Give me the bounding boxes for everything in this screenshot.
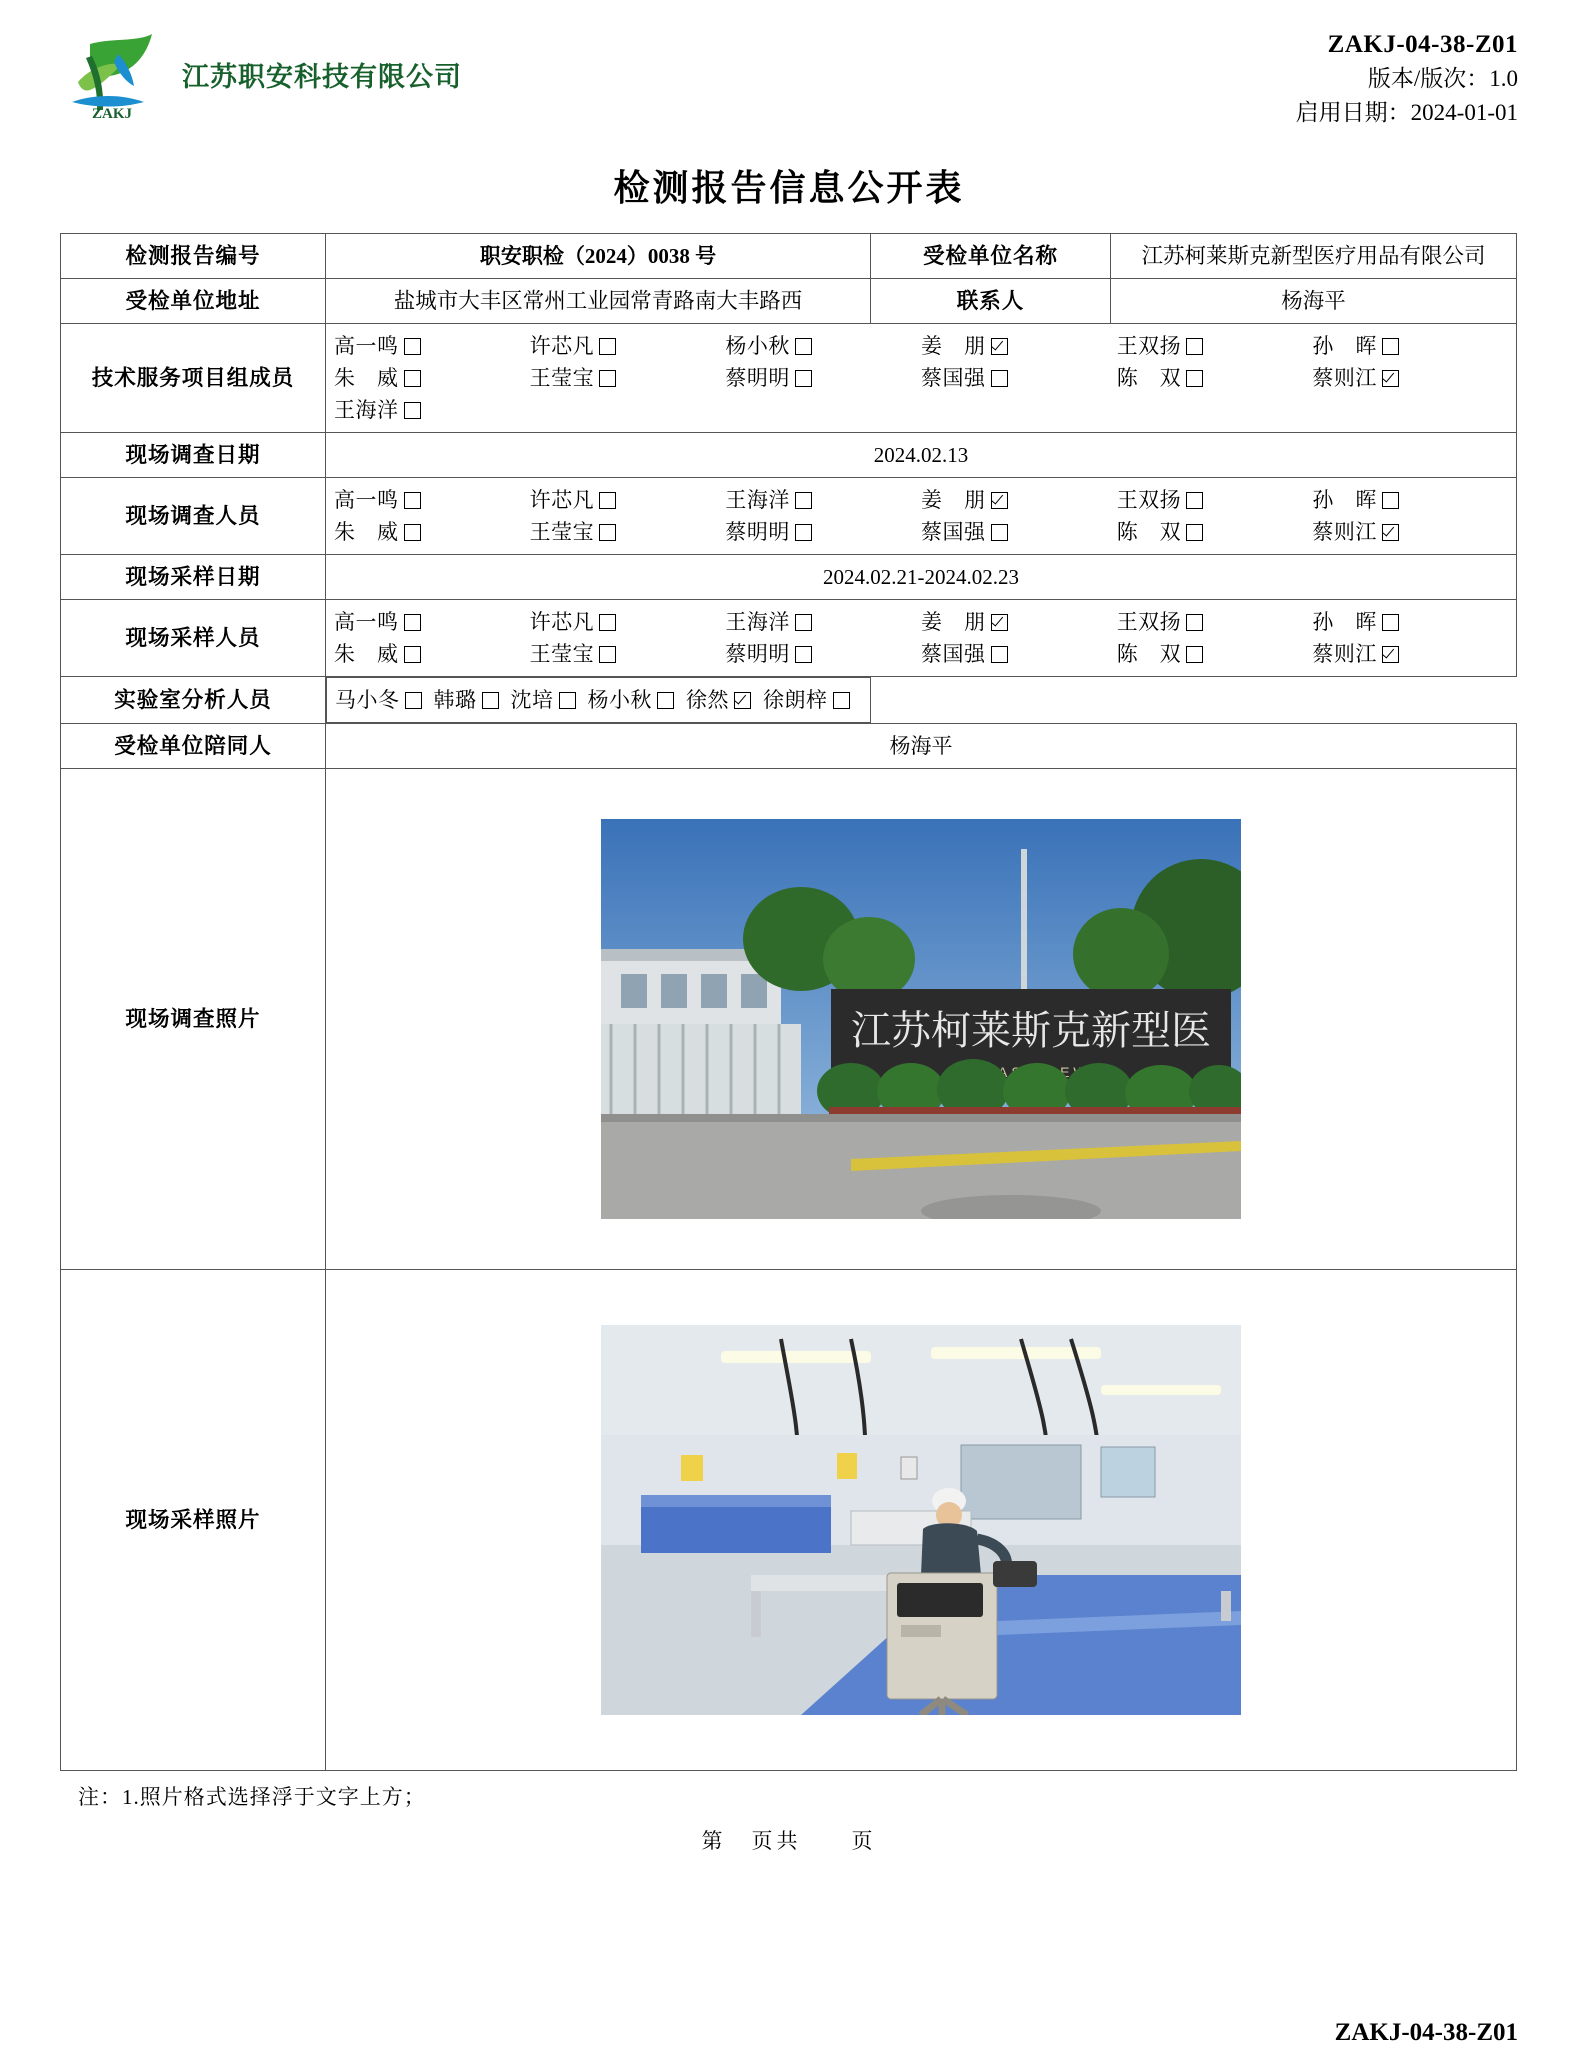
person-name: 陈 双 bbox=[1116, 520, 1182, 544]
person-checkbox-item[interactable] bbox=[1312, 516, 1508, 548]
survey-date-label: 现场调查日期 bbox=[61, 433, 326, 478]
person-checkbox-item[interactable] bbox=[530, 516, 726, 548]
person-row bbox=[334, 516, 1508, 548]
checkbox-icon[interactable] bbox=[1186, 338, 1203, 355]
table-row bbox=[61, 724, 1517, 769]
checkbox-checked-icon[interactable] bbox=[1382, 370, 1399, 387]
person-name: 姜 朋 bbox=[921, 610, 986, 634]
checkbox-icon[interactable] bbox=[1186, 370, 1203, 387]
spacer bbox=[1117, 394, 1313, 426]
escort-value: 杨海平 bbox=[326, 724, 1517, 769]
person-checkbox-item[interactable] bbox=[1117, 484, 1313, 516]
checkbox-icon[interactable] bbox=[404, 402, 421, 419]
person-name: 许芯凡 bbox=[529, 334, 595, 358]
svg-text:GLASS NEW: GLASS NEW bbox=[971, 1064, 1091, 1080]
survey-site-photo bbox=[601, 819, 1241, 1219]
person-checkbox-item[interactable] bbox=[921, 362, 1117, 394]
person-checkbox-item[interactable] bbox=[1312, 484, 1508, 516]
sample-photo-cell bbox=[326, 1270, 1517, 1771]
person-checkbox-item[interactable] bbox=[1117, 606, 1313, 638]
person-checkbox-item[interactable] bbox=[530, 606, 726, 638]
checkbox-icon[interactable] bbox=[482, 692, 499, 709]
sample-people-checklist[interactable] bbox=[326, 600, 1517, 677]
person-name: 高一鸣 bbox=[334, 610, 399, 634]
checkbox-icon[interactable] bbox=[833, 692, 850, 709]
person-name: 徐然 bbox=[686, 688, 729, 712]
checkbox-icon[interactable] bbox=[795, 370, 812, 387]
checkbox-icon[interactable] bbox=[991, 370, 1008, 387]
person-checkbox-item[interactable] bbox=[725, 606, 921, 638]
report-no-value: 职安职检（2024）0038 号 bbox=[326, 234, 871, 279]
person-checkbox-item[interactable] bbox=[530, 362, 726, 394]
person-name: 蔡则江 bbox=[1312, 642, 1377, 666]
table-row bbox=[61, 478, 1517, 555]
checkbox-icon[interactable] bbox=[404, 524, 421, 541]
checkbox-icon[interactable] bbox=[795, 614, 812, 631]
person-name: 许芯凡 bbox=[529, 488, 595, 512]
checkbox-icon[interactable] bbox=[1382, 492, 1399, 509]
sample-people-label: 现场采样人员 bbox=[61, 600, 326, 677]
checkbox-icon[interactable] bbox=[404, 370, 421, 387]
person-checkbox-item[interactable] bbox=[921, 638, 1117, 670]
contact-value: 杨海平 bbox=[1111, 279, 1517, 324]
person-checkbox-item[interactable] bbox=[530, 330, 726, 362]
company-logo-icon bbox=[60, 28, 164, 120]
client-name-value: 江苏柯莱斯克新型医疗用品有限公司 bbox=[1111, 234, 1517, 279]
person-checkbox-item[interactable] bbox=[334, 394, 530, 426]
checkbox-icon[interactable] bbox=[1186, 492, 1203, 509]
checkbox-icon[interactable] bbox=[599, 646, 616, 663]
person-checkbox-item[interactable] bbox=[686, 684, 751, 716]
survey-photo-label: 现场调查照片 bbox=[61, 769, 326, 1270]
person-checkbox-item[interactable] bbox=[1117, 362, 1313, 394]
person-name: 朱 威 bbox=[334, 520, 399, 544]
person-checkbox-item[interactable] bbox=[921, 330, 1117, 362]
person-checkbox-item[interactable] bbox=[334, 606, 530, 638]
client-name-label: 受检单位名称 bbox=[871, 234, 1111, 279]
document-code: ZAKJ-04-38-Z01 bbox=[1327, 31, 1518, 58]
checkbox-checked-icon[interactable] bbox=[1382, 524, 1399, 541]
checkbox-icon[interactable] bbox=[991, 646, 1008, 663]
person-checkbox-item[interactable] bbox=[335, 684, 422, 716]
person-checkbox-item[interactable] bbox=[434, 684, 499, 716]
person-name: 王双扬 bbox=[1116, 610, 1182, 634]
table-row bbox=[61, 769, 1517, 1270]
checkbox-icon[interactable] bbox=[559, 692, 576, 709]
person-checkbox-item[interactable] bbox=[334, 330, 530, 362]
checkbox-icon[interactable] bbox=[404, 492, 421, 509]
table-row bbox=[61, 677, 1517, 724]
person-name: 朱 威 bbox=[334, 366, 399, 390]
checkbox-icon[interactable] bbox=[795, 524, 812, 541]
person-name: 蔡国强 bbox=[921, 520, 986, 544]
person-name: 陈 双 bbox=[1116, 366, 1182, 390]
person-name: 孙 晖 bbox=[1312, 488, 1377, 512]
checkbox-icon[interactable] bbox=[1186, 646, 1203, 663]
person-name: 姜 朋 bbox=[921, 488, 986, 512]
checkbox-icon[interactable] bbox=[404, 646, 421, 663]
checkbox-checked-icon[interactable] bbox=[991, 614, 1008, 631]
spacer bbox=[1312, 394, 1508, 426]
footer-note: 注：1.照片格式选择浮于文字上方； bbox=[78, 1785, 426, 1809]
person-checkbox-item[interactable] bbox=[1117, 638, 1313, 670]
person-name: 高一鸣 bbox=[334, 334, 399, 358]
checkbox-icon[interactable] bbox=[599, 338, 616, 355]
checkbox-icon[interactable] bbox=[1186, 524, 1203, 541]
company-name: 江苏职安科技有限公司 bbox=[182, 61, 462, 92]
person-name: 蔡明明 bbox=[725, 366, 790, 390]
person-name: 王莹宝 bbox=[529, 366, 595, 390]
person-name: 韩璐 bbox=[433, 688, 477, 712]
person-checkbox-item[interactable] bbox=[334, 484, 530, 516]
checkbox-icon[interactable] bbox=[991, 524, 1008, 541]
person-checkbox-item[interactable] bbox=[725, 362, 921, 394]
person-checkbox-item[interactable] bbox=[334, 362, 530, 394]
checkbox-icon[interactable] bbox=[657, 692, 674, 709]
person-name: 蔡则江 bbox=[1312, 520, 1377, 544]
client-address-value: 盐城市大丰区常州工业园常青路南大丰路西 bbox=[326, 279, 871, 324]
page-title: 检测报告信息公开表 bbox=[613, 168, 965, 208]
checkbox-checked-icon[interactable] bbox=[991, 338, 1008, 355]
document-meta bbox=[1296, 28, 1518, 130]
table-row bbox=[61, 324, 1517, 433]
person-name: 孙 晖 bbox=[1312, 610, 1377, 634]
checkbox-icon[interactable] bbox=[599, 370, 616, 387]
person-name: 王莹宝 bbox=[529, 642, 595, 666]
person-row bbox=[334, 484, 1508, 516]
person-row bbox=[334, 330, 1508, 362]
person-checkbox-item[interactable] bbox=[334, 638, 530, 670]
person-name: 徐朗梓 bbox=[763, 688, 828, 712]
person-checkbox-item[interactable] bbox=[530, 638, 726, 670]
checkbox-icon[interactable] bbox=[404, 338, 421, 355]
checkbox-icon[interactable] bbox=[599, 492, 616, 509]
person-name: 马小冬 bbox=[335, 688, 400, 712]
person-name: 王海洋 bbox=[725, 610, 790, 634]
table-row bbox=[61, 600, 1517, 677]
person-checkbox-item[interactable] bbox=[725, 638, 921, 670]
checkbox-icon[interactable] bbox=[795, 646, 812, 663]
spacer bbox=[725, 394, 921, 426]
page-number: 第 页共 页 bbox=[701, 1829, 877, 1853]
sampling-site-photo bbox=[601, 1325, 1241, 1715]
person-name: 王海洋 bbox=[725, 488, 790, 512]
survey-photo-cell bbox=[326, 769, 1517, 1270]
page-header bbox=[60, 0, 1518, 138]
lab-people-label: 实验室分析人员 bbox=[61, 677, 326, 724]
contact-label: 联系人 bbox=[871, 279, 1111, 324]
person-name: 孙 晖 bbox=[1312, 334, 1377, 358]
person-checkbox-item[interactable] bbox=[511, 684, 576, 716]
person-checkbox-item[interactable] bbox=[921, 516, 1117, 548]
person-row bbox=[334, 394, 1508, 426]
person-name: 朱 威 bbox=[334, 642, 399, 666]
survey-date-value: 2024.02.13 bbox=[326, 433, 1517, 478]
lab-people-checklist[interactable] bbox=[326, 677, 871, 723]
client-address-label: 受检单位地址 bbox=[61, 279, 326, 324]
checkbox-icon[interactable] bbox=[599, 614, 616, 631]
person-name: 许芯凡 bbox=[529, 610, 595, 634]
person-checkbox-item[interactable] bbox=[1312, 330, 1508, 362]
checkbox-icon[interactable] bbox=[1382, 614, 1399, 631]
table-row bbox=[61, 279, 1517, 324]
person-checkbox-item[interactable] bbox=[530, 484, 726, 516]
person-name: 蔡明明 bbox=[725, 642, 790, 666]
person-name: 高一鸣 bbox=[334, 488, 399, 512]
checkbox-icon[interactable] bbox=[1186, 614, 1203, 631]
team-members-checklist[interactable] bbox=[326, 324, 1517, 433]
survey-people-checklist[interactable] bbox=[326, 478, 1517, 555]
person-checkbox-item[interactable] bbox=[1117, 516, 1313, 548]
table-row bbox=[61, 1270, 1517, 1771]
person-checkbox-item[interactable] bbox=[588, 684, 675, 716]
brand bbox=[60, 28, 462, 120]
checkbox-checked-icon[interactable] bbox=[991, 492, 1008, 509]
person-checkbox-item[interactable] bbox=[921, 606, 1117, 638]
person-name: 沈培 bbox=[510, 688, 554, 712]
checkbox-icon[interactable] bbox=[405, 692, 422, 709]
person-checkbox-item[interactable] bbox=[725, 330, 921, 362]
person-name: 王双扬 bbox=[1116, 334, 1182, 358]
checkbox-icon[interactable] bbox=[1382, 338, 1399, 355]
person-name: 蔡则江 bbox=[1312, 366, 1377, 390]
person-checkbox-item[interactable] bbox=[334, 516, 530, 548]
checkbox-icon[interactable] bbox=[599, 524, 616, 541]
table-row bbox=[61, 234, 1517, 279]
footer-code: ZAKJ-04-38-Z01 bbox=[1334, 2019, 1518, 2046]
person-checkbox-item[interactable] bbox=[1312, 606, 1508, 638]
sign-text: 江苏柯莱斯克新型医 bbox=[851, 1008, 1211, 1053]
table-row bbox=[61, 555, 1517, 600]
document-version: 版本/版次：1.0 bbox=[1367, 66, 1518, 91]
checkbox-checked-icon[interactable] bbox=[1382, 646, 1399, 663]
person-name: 杨小秋 bbox=[725, 334, 790, 358]
person-checkbox-item[interactable] bbox=[1312, 638, 1508, 670]
person-row bbox=[334, 606, 1508, 638]
person-name: 蔡国强 bbox=[921, 642, 986, 666]
person-name: 王双扬 bbox=[1116, 488, 1182, 512]
person-name: 陈 双 bbox=[1116, 642, 1182, 666]
sample-photo-label: 现场采样照片 bbox=[61, 1270, 326, 1771]
team-label: 技术服务项目组成员 bbox=[61, 324, 326, 433]
checkbox-icon[interactable] bbox=[795, 338, 812, 355]
spacer bbox=[921, 394, 1117, 426]
person-row bbox=[334, 362, 1508, 394]
person-name: 杨小秋 bbox=[587, 688, 652, 712]
report-no-label: 检测报告编号 bbox=[61, 234, 326, 279]
sample-date-value: 2024.02.21-2024.02.23 bbox=[326, 555, 1517, 600]
person-name: 王海洋 bbox=[334, 398, 399, 422]
report-info-table bbox=[60, 233, 1517, 1771]
spacer bbox=[530, 394, 726, 426]
checkbox-icon[interactable] bbox=[795, 492, 812, 509]
person-name: 王莹宝 bbox=[529, 520, 595, 544]
checkbox-icon[interactable] bbox=[404, 614, 421, 631]
document-effective-date: 启用日期：2024-01-01 bbox=[1295, 100, 1518, 125]
survey-people-label: 现场调查人员 bbox=[61, 478, 326, 555]
person-checkbox-item[interactable] bbox=[1312, 362, 1508, 394]
person-name: 蔡国强 bbox=[921, 366, 986, 390]
person-checkbox-item[interactable] bbox=[1117, 330, 1313, 362]
checkbox-checked-icon[interactable] bbox=[734, 692, 751, 709]
person-checkbox-item[interactable] bbox=[763, 684, 850, 716]
person-row bbox=[334, 638, 1508, 670]
person-checkbox-item[interactable] bbox=[921, 484, 1117, 516]
person-name: 姜 朋 bbox=[921, 334, 986, 358]
person-checkbox-item[interactable] bbox=[725, 516, 921, 548]
person-name: 蔡明明 bbox=[725, 520, 790, 544]
table-row bbox=[61, 433, 1517, 478]
escort-label: 受检单位陪同人 bbox=[61, 724, 326, 769]
sample-date-label: 现场采样日期 bbox=[61, 555, 326, 600]
person-checkbox-item[interactable] bbox=[725, 484, 921, 516]
logo-text: ZAKJ bbox=[91, 106, 133, 120]
